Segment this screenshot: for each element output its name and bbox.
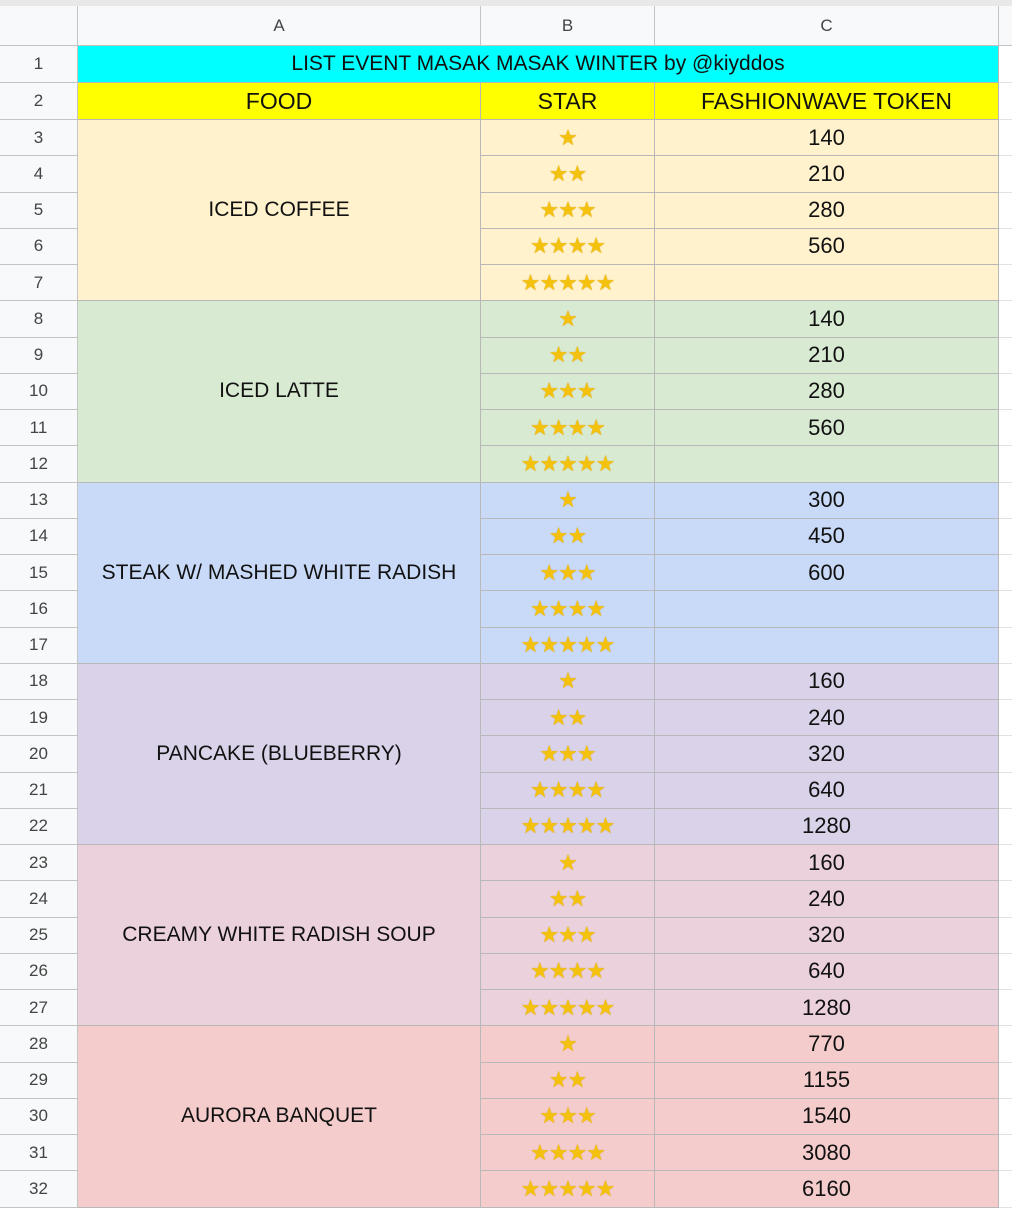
star-icon: ★ [567,777,587,803]
column-d-cell[interactable] [999,120,1012,156]
column-d-cell[interactable] [999,1135,1012,1171]
row-number[interactable]: 4 [0,156,78,192]
star-icon: ★ [567,704,587,730]
star-rating-cell[interactable] [481,1099,655,1135]
row-number[interactable]: 24 [0,881,78,917]
star-icon: ★ [558,450,577,476]
star-icon: ★ [548,777,568,803]
column-d-cell[interactable] [999,736,1012,772]
column-d-cell[interactable] [999,265,1012,301]
star-icon: ★ [558,124,577,150]
star-icon: ★ [520,994,540,1020]
star-rating-cell[interactable] [481,773,655,809]
token-value-cell[interactable]: 6160 [655,1171,999,1207]
token-value-cell[interactable]: 280 [655,374,999,410]
star-rating-cell[interactable] [481,410,655,446]
column-d-cell[interactable] [999,1099,1012,1135]
token-value-cell[interactable]: 640 [655,954,999,990]
food-name: PANCAKE (BLUEBERRY) [156,741,402,765]
token-value-cell[interactable]: 210 [655,156,999,192]
row-number[interactable]: 31 [0,1135,78,1171]
star-icon: ★ [539,632,559,658]
star-icon: ★ [558,269,577,295]
token-value-cell[interactable]: 1280 [655,990,999,1026]
star-rating-cell[interactable] [481,1135,655,1171]
row-number[interactable]: 9 [0,338,78,374]
token-value-cell[interactable]: 240 [655,700,999,736]
column-d-cell[interactable] [999,519,1012,555]
star-icon: ★ [558,1175,577,1201]
column-d-cell[interactable] [999,918,1012,954]
star-rating-cell[interactable] [481,809,655,845]
row-number[interactable]: 19 [0,700,78,736]
token-value-cell[interactable]: 240 [655,881,999,917]
food-name-cell[interactable] [78,301,481,482]
token-value-cell[interactable]: 560 [655,410,999,446]
star-icon: ★ [586,1139,605,1165]
food-name: STEAK W/ MASHED WHITE RADISH [101,560,457,584]
row-number[interactable]: 27 [0,990,78,1026]
star-icon: ★ [548,342,568,368]
star-rating-cell[interactable] [481,1171,655,1207]
star-rating-cell[interactable] [481,591,655,627]
row-number[interactable]: 26 [0,954,78,990]
star-rating-cell[interactable] [481,156,655,192]
food-name-cell[interactable] [78,845,481,1026]
star-icon: ★ [539,994,559,1020]
food-name-cell[interactable] [78,1026,481,1207]
row-number[interactable]: 17 [0,628,78,664]
row-number[interactable]: 2 [0,83,78,120]
food-name: ICED LATTE [219,379,339,403]
column-d-cell[interactable] [999,1171,1012,1207]
star-icon: ★ [576,922,596,948]
token-value-cell[interactable]: 140 [655,301,999,337]
food-name: AURORA BANQUET [180,1104,378,1128]
row-number[interactable]: 25 [0,918,78,954]
row-number[interactable]: 13 [0,483,78,519]
star-icon: ★ [595,1175,615,1201]
star-rating-cell[interactable] [481,628,655,664]
row-number[interactable]: 18 [0,664,78,700]
star-rating-cell[interactable] [481,120,655,156]
token-value-cell[interactable] [655,591,999,627]
star-icon: ★ [539,269,559,295]
star-icon: ★ [558,487,577,513]
star-icon: ★ [548,1139,568,1165]
row-number[interactable]: 1 [0,46,78,83]
row-number[interactable]: 6 [0,229,78,265]
star-icon: ★ [539,1175,559,1201]
column-d-cell[interactable] [999,301,1012,337]
food-name: ICED COFFEE [208,198,350,222]
food-name-cell[interactable] [78,664,481,845]
row-number[interactable]: 23 [0,845,78,881]
star-icon: ★ [530,233,549,259]
star-icon: ★ [520,813,540,839]
star-icon: ★ [558,559,577,585]
star-icon: ★ [586,595,605,621]
star-rating-cell[interactable] [481,265,655,301]
star-rating-cell[interactable] [481,736,655,772]
star-icon: ★ [576,813,596,839]
star-icon: ★ [539,922,559,948]
star-icon: ★ [595,632,615,658]
star-icon: ★ [539,559,559,585]
star-icon: ★ [558,305,577,331]
star-icon: ★ [548,160,568,186]
row-number[interactable]: 7 [0,265,78,301]
star-icon: ★ [586,233,605,259]
row-number[interactable]: 22 [0,809,78,845]
star-icon: ★ [530,595,549,621]
star-rating-cell[interactable] [481,918,655,954]
star-rating-cell[interactable] [481,483,655,519]
food-name-cell[interactable] [78,483,481,664]
row-number[interactable]: 15 [0,555,78,591]
star-rating-cell[interactable] [481,229,655,265]
column-d-cell[interactable] [999,773,1012,809]
star-icon: ★ [539,197,559,223]
token-value-cell[interactable]: 320 [655,736,999,772]
star-rating-cell[interactable] [481,700,655,736]
token-value-cell[interactable]: 1540 [655,1099,999,1135]
column-header-b[interactable]: B [481,6,655,46]
star-icon: ★ [558,849,577,875]
star-icon: ★ [595,269,615,295]
star-icon: ★ [567,1139,587,1165]
star-icon: ★ [558,813,577,839]
token-value-cell[interactable]: 3080 [655,1135,999,1171]
star-icon: ★ [520,269,540,295]
star-rating-cell[interactable] [481,990,655,1026]
column-d-cell[interactable] [999,193,1012,229]
star-icon: ★ [530,958,549,984]
token-value-cell[interactable]: 300 [655,483,999,519]
token-value-cell[interactable] [655,446,999,482]
column-d-cell[interactable] [999,591,1012,627]
star-icon: ★ [576,1175,596,1201]
column-d-cell[interactable] [999,374,1012,410]
star-icon: ★ [576,450,596,476]
column-d-cell[interactable] [999,555,1012,591]
star-rating-cell[interactable] [481,845,655,881]
star-icon: ★ [567,885,587,911]
row-number[interactable]: 21 [0,773,78,809]
star-icon: ★ [576,559,596,585]
token-value-cell[interactable]: 600 [655,555,999,591]
star-icon: ★ [548,233,568,259]
star-icon: ★ [558,994,577,1020]
column-header-a[interactable]: A [78,6,481,46]
header-star[interactable]: STAR [481,83,655,120]
star-icon: ★ [539,450,559,476]
star-icon: ★ [567,233,587,259]
star-rating-cell[interactable] [481,338,655,374]
select-all-corner[interactable] [0,6,78,46]
star-icon: ★ [530,1139,549,1165]
token-value-cell[interactable]: 160 [655,845,999,881]
row-number[interactable]: 10 [0,374,78,410]
token-value-cell[interactable]: 280 [655,193,999,229]
star-icon: ★ [567,342,587,368]
column-d-cell[interactable] [999,338,1012,374]
star-icon: ★ [548,595,568,621]
token-value-cell[interactable]: 1155 [655,1063,999,1099]
column-d-cell[interactable] [999,410,1012,446]
star-icon: ★ [539,813,559,839]
row-number[interactable]: 30 [0,1099,78,1135]
star-icon: ★ [567,523,587,549]
star-rating-cell[interactable] [481,301,655,337]
token-value-cell[interactable]: 560 [655,229,999,265]
star-icon: ★ [548,704,568,730]
token-value-cell[interactable]: 450 [655,519,999,555]
token-value-cell[interactable] [655,628,999,664]
column-d-cell[interactable] [999,809,1012,845]
star-rating-cell[interactable] [481,374,655,410]
row-number[interactable]: 11 [0,410,78,446]
star-icon: ★ [576,994,596,1020]
column-d-cell[interactable] [999,446,1012,482]
row-number[interactable]: 8 [0,301,78,337]
column-d-cell[interactable] [999,156,1012,192]
star-icon: ★ [539,1103,559,1129]
star-icon: ★ [586,414,605,440]
column-d-cell[interactable] [999,700,1012,736]
star-icon: ★ [558,378,577,404]
row-number[interactable]: 29 [0,1063,78,1099]
column-d-cell[interactable] [999,845,1012,881]
star-icon: ★ [539,740,559,766]
column-d-cell[interactable] [999,664,1012,700]
star-rating-cell[interactable] [481,446,655,482]
star-rating-cell[interactable] [481,555,655,591]
star-icon: ★ [548,958,568,984]
star-icon: ★ [586,777,605,803]
sheet-title[interactable]: LIST EVENT MASAK MASAK WINTER by @kiyddos [78,46,999,83]
star-icon: ★ [548,523,568,549]
star-rating-cell[interactable] [481,881,655,917]
star-icon: ★ [558,1103,577,1129]
column-d-cell[interactable] [999,954,1012,990]
column-header-c[interactable]: C [655,6,999,46]
star-rating-cell[interactable] [481,1026,655,1062]
token-value-cell[interactable]: 640 [655,773,999,809]
column-d-cell[interactable] [999,46,1012,83]
row-number[interactable]: 12 [0,446,78,482]
token-value-cell[interactable]: 1280 [655,809,999,845]
row-number[interactable]: 28 [0,1026,78,1062]
star-icon: ★ [567,1067,587,1093]
star-icon: ★ [530,777,549,803]
star-icon: ★ [586,958,605,984]
star-icon: ★ [576,1103,596,1129]
token-value-cell[interactable]: 770 [655,1026,999,1062]
star-icon: ★ [558,668,577,694]
column-d-cell[interactable] [999,1063,1012,1099]
column-header-d[interactable] [999,6,1012,46]
star-icon: ★ [595,994,615,1020]
star-icon: ★ [558,740,577,766]
star-icon: ★ [558,922,577,948]
row-number[interactable]: 16 [0,591,78,627]
star-rating-cell[interactable] [481,193,655,229]
star-icon: ★ [558,1030,577,1056]
column-d-cell[interactable] [999,83,1012,120]
column-d-cell[interactable] [999,628,1012,664]
column-d-cell[interactable] [999,881,1012,917]
row-number[interactable]: 3 [0,120,78,156]
star-icon: ★ [548,885,568,911]
header-food[interactable]: FOOD [78,83,481,120]
row-number[interactable]: 20 [0,736,78,772]
food-name: CREAMY WHITE RADISH SOUP [122,923,436,947]
star-icon: ★ [567,958,587,984]
row-number[interactable]: 5 [0,193,78,229]
star-icon: ★ [558,197,577,223]
star-icon: ★ [576,632,596,658]
column-d-cell[interactable] [999,990,1012,1026]
star-rating-cell[interactable] [481,954,655,990]
row-number[interactable]: 14 [0,519,78,555]
star-icon: ★ [530,414,549,440]
star-icon: ★ [576,269,596,295]
star-icon: ★ [567,414,587,440]
star-icon: ★ [548,414,568,440]
star-rating-cell[interactable] [481,519,655,555]
star-icon: ★ [576,740,596,766]
star-icon: ★ [520,632,540,658]
star-icon: ★ [567,160,587,186]
food-name-cell[interactable] [78,120,481,301]
token-value-cell[interactable] [655,265,999,301]
star-icon: ★ [567,595,587,621]
column-d-cell[interactable] [999,1026,1012,1062]
star-icon: ★ [558,632,577,658]
star-rating-cell[interactable] [481,664,655,700]
star-icon: ★ [576,378,596,404]
star-icon: ★ [576,197,596,223]
header-token[interactable]: FASHIONWAVE TOKEN [655,83,999,120]
star-icon: ★ [539,378,559,404]
star-rating-cell[interactable] [481,1063,655,1099]
token-value-cell[interactable]: 160 [655,664,999,700]
row-number[interactable]: 32 [0,1171,78,1207]
star-icon: ★ [595,450,615,476]
token-value-cell[interactable]: 210 [655,338,999,374]
star-icon: ★ [520,1175,540,1201]
star-icon: ★ [595,813,615,839]
column-d-cell[interactable] [999,483,1012,519]
token-value-cell[interactable]: 140 [655,120,999,156]
token-value-cell[interactable]: 320 [655,918,999,954]
star-icon: ★ [520,450,540,476]
column-d-cell[interactable] [999,229,1012,265]
star-icon: ★ [548,1067,568,1093]
